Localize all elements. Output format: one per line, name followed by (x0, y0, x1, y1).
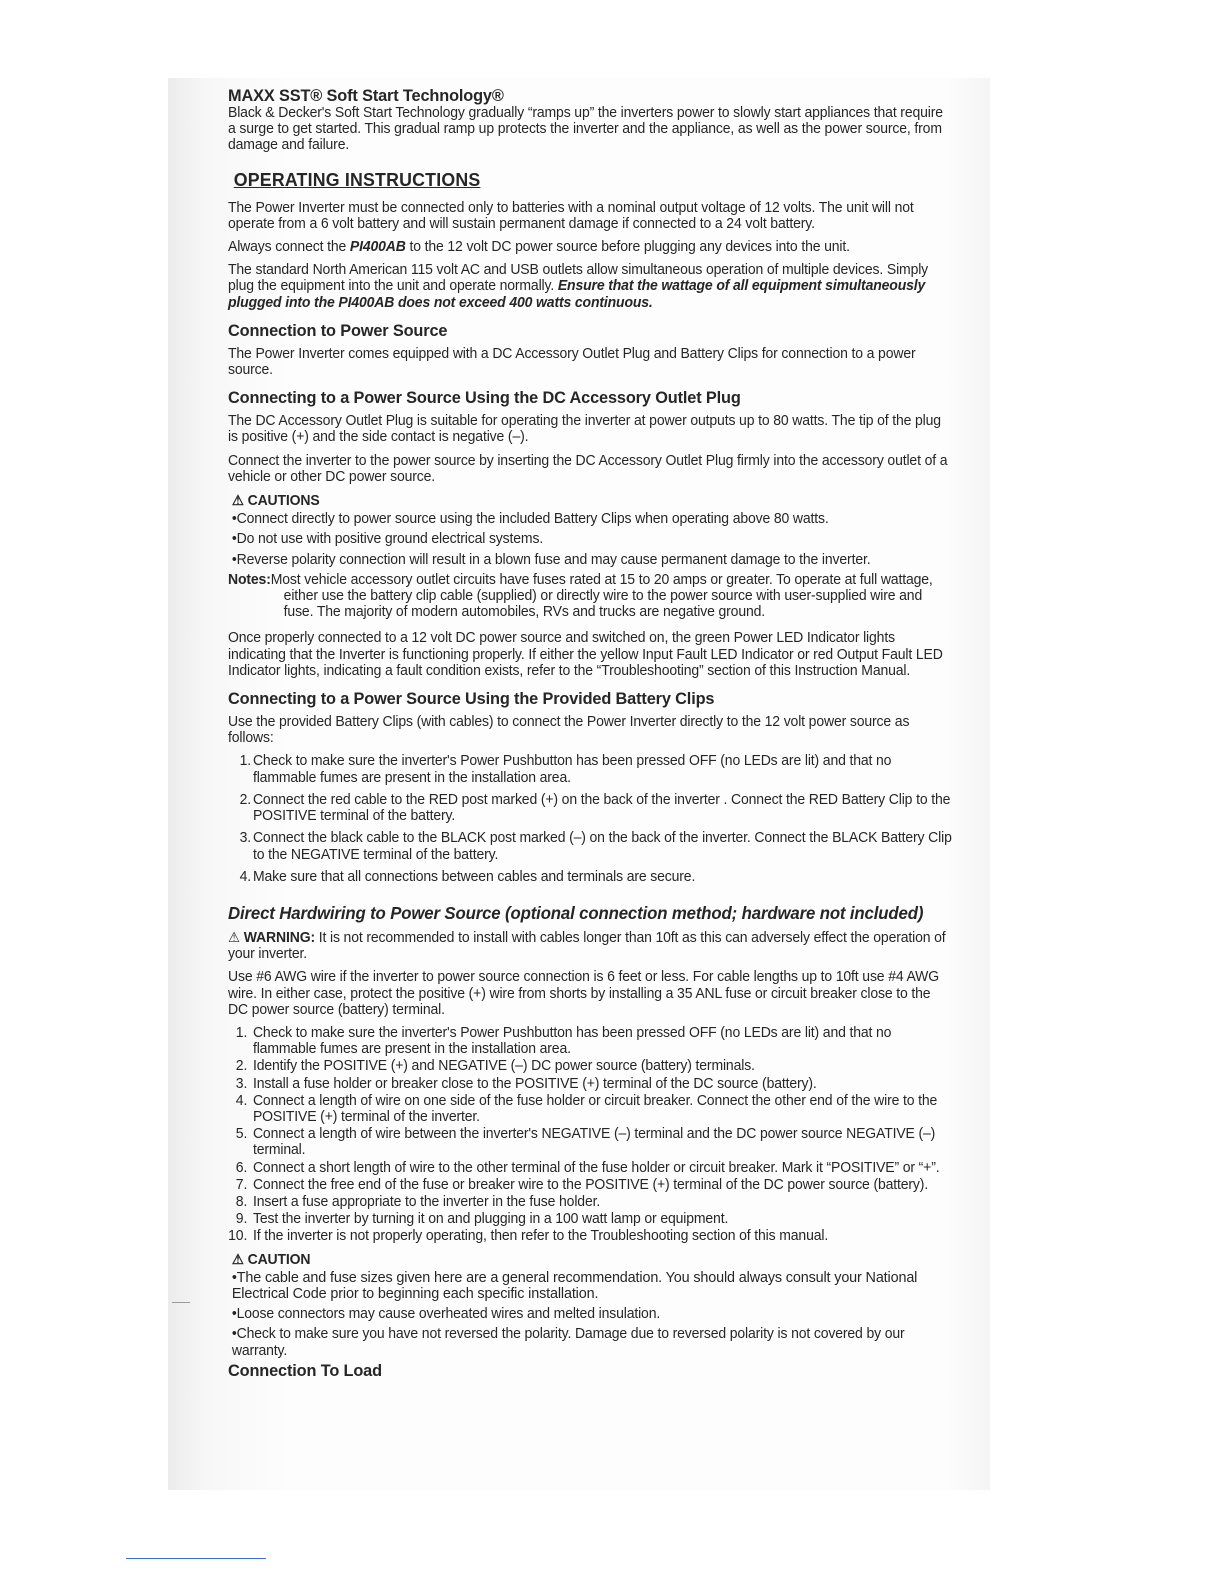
step-text: Test the inverter by turning it on and plugging in a 100 watt lamp or equipment. (252, 1211, 729, 1228)
step-text: Identify the POSITIVE (+) and NEGATIVE (–) DC power source (battery) terminals. (252, 1058, 755, 1075)
step-text: Check to make sure the inverter's Power Pushbutton has been pressed OFF (no LEDs are lit) and that no flammable fumes are present in the installation area. (252, 1024, 892, 1058)
step-text: Connect a short length of wire to the other terminal of the fuse holder or circuit breaker. Mark it “POSITIVE” or “+”. (252, 1159, 940, 1176)
dc-plug-heading: Connecting to a Power Source Using the DC Accessory Outlet Plug (228, 388, 741, 408)
step-text: Connect a length of wire on one side of the fuse holder or circuit breaker. Connect the other end of the wire to the POSITIVE (+) terminal of the inverter. (252, 1092, 938, 1125)
caution-heading (232, 1251, 954, 1268)
step-number: 2. (235, 1058, 248, 1075)
step-number: 4. (235, 1092, 248, 1109)
list-item (228, 1228, 954, 1244)
list-item (228, 1025, 954, 1057)
hardwiring-steps (228, 1025, 954, 1245)
list-item (228, 1177, 954, 1193)
list-item (228, 753, 954, 785)
notes-paragraph (228, 572, 954, 621)
cautions-title: CAUTIONS (247, 493, 320, 510)
soft-start-heading: MAXX SST® Soft Start Technology® (228, 86, 504, 105)
list-item (228, 1076, 954, 1092)
hardwiring-heading: Direct Hardwiring to Power Source (optional connection method; hardware not included) (228, 902, 924, 923)
caution-item: •Connect directly to power source using the included Battery Clips when operating above 80 watts. (231, 511, 829, 528)
dc-plug-p3: Once properly connected to a 12 volt DC power source and switched on, the green Power LED Indicator lights indicating that the Inverter is functioning properly. If either the yellow Input Fault LED Indicator or red Output Fault LED Indicator lights, indicating a fault condition exists, refer to the “Troubleshooting” section of this Instruction Manual. (228, 630, 943, 679)
connection-body: The Power Inverter comes equipped with a DC Accessory Outlet Plug and Battery Clips for connection to a power source. (228, 345, 916, 379)
step-text: Connect the free end of the fuse or breaker wire to the POSITIVE (+) terminal of the DC power source (battery). (252, 1176, 929, 1193)
footnote-rule (126, 1558, 266, 1559)
step-number: 2. (239, 791, 252, 808)
list-item (228, 830, 954, 862)
step-number: 3. (235, 1075, 248, 1092)
operating-p1: The Power Inverter must be connected only to batteries with a nominal output voltage of 12 volts. The unit will not operate from a 6 volt battery and will sustain permanent damage if connected to a 24 volt battery. (228, 199, 914, 232)
step-text: Check to make sure the inverter's Power Pushbutton has been pressed OFF (no LEDs are lit) and that no flammable fumes are present in the installation area. (252, 753, 892, 786)
caution-item: •Loose connectors may cause overheated wires and melted insulation. (231, 1306, 661, 1323)
hardwiring-p1: Use #6 AWG wire if the inverter to power source connection is 6 feet or less. For cable lengths up to 10ft use #4 AWG wire. In either case, protect the positive (+) wire from shorts by installing a 35 ANL fuse or circuit breaker close to the DC power source (battery) terminal. (228, 969, 939, 1018)
operating-p2 (228, 239, 954, 255)
caution-item: •Reverse polarity connection will result in a blown fuse and may cause permanent damage to the inverter. (231, 551, 871, 568)
list-item (228, 792, 954, 824)
connection-heading: Connection to Power Source (228, 320, 448, 340)
caution-title: CAUTION (247, 1251, 311, 1268)
battery-clips-steps (228, 753, 954, 884)
operating-p2-text-end: to the 12 volt DC power source before plugging any devices into the unit. (405, 239, 850, 256)
model-number: PI400AB (349, 239, 406, 256)
battery-clips-heading: Connecting to a Power Source Using the Provided Battery Clips (228, 689, 715, 709)
operating-p2-text: Always connect the (228, 239, 350, 256)
notes-label: Notes: (228, 571, 271, 588)
hardwiring-warning (228, 929, 954, 962)
warning-triangle-icon: ⚠ (228, 928, 240, 945)
list-item (228, 1211, 954, 1227)
step-number: 5. (235, 1126, 248, 1143)
step-text: Connect the black cable to the BLACK post marked (–) on the back of the inverter. Connect the BLACK Battery Clip to the NEGATIVE terminal of the battery. (252, 830, 952, 863)
operating-instructions-heading: OPERATING INSTRUCTIONS (233, 168, 481, 190)
notes-text: Most vehicle accessory outlet circuits have fuses rated at 15 to 20 amps or greater. To operate at full wattage, either use the battery clip cable (supplied) or directly wire to the power source with user-supplied wire and fuse. The majority of modern automobiles, RVs and trucks are negative ground. (270, 571, 933, 621)
step-text: Install a fuse holder or breaker close to the POSITIVE (+) terminal of the DC source (battery). (252, 1075, 817, 1092)
soft-start-body: Black & Decker's Soft Start Technology gradually “ramps up” the inverters power to slowly start appliances that require a surge to get started. This gradual ramp up protects the inverter and the appliance, as well as the power source, from damage and failure. (228, 105, 943, 154)
document-column (228, 84, 954, 1380)
step-number: 3. (239, 830, 252, 847)
step-number: 9. (235, 1211, 248, 1228)
cautions-heading (232, 492, 954, 509)
step-number: 6. (235, 1159, 248, 1176)
warning-label: WARNING: (243, 929, 315, 946)
step-number: 8. (235, 1193, 248, 1210)
step-text: Make sure that all connections between cables and terminals are secure. (252, 868, 696, 885)
list-item (228, 1194, 954, 1210)
dc-plug-p1: The DC Accessory Outlet Plug is suitable for operating the inverter at power outputs up to 80 watts. The tip of the plug is positive (+) and the side contact is negative (–). (228, 413, 941, 446)
next-section-heading: Connection To Load (228, 1360, 382, 1380)
dc-plug-p2: Connect the inverter to the power source by inserting the DC Accessory Outlet Plug firmly into the accessory outlet of a vehicle or other DC power source. (228, 452, 948, 485)
step-number: 10. (228, 1228, 248, 1245)
caution-item: •The cable and fuse sizes given here are a general recommendation. You should always consult your National Electrical Code prior to beginning each specific installation. (231, 1268, 918, 1302)
caution-item: •Check to make sure you have not reversed the polarity. Damage due to reversed polarity is not covered by our warranty. (231, 1326, 905, 1359)
step-text: Connect a length of wire between the inverter's NEGATIVE (–) terminal and the DC power source NEGATIVE (–) terminal. (252, 1126, 936, 1159)
list-item (228, 1058, 954, 1074)
step-text: Connect the red cable to the RED post marked (+) on the back of the inverter . Connect the RED Battery Clip to the POSITIVE terminal of the battery. (252, 791, 951, 825)
list-item (228, 1160, 954, 1176)
battery-clips-intro: Use the provided Battery Clips (with cables) to connect the Power Inverter directly to the 12 volt power source as follows: (228, 714, 910, 747)
list-item (228, 1093, 954, 1125)
list-item (228, 869, 954, 885)
wattage-warning: Ensure that the wattage of all equipment simultaneously plugged into the PI400AB does not exceed 400 watts continuous. (228, 278, 926, 311)
step-text: If the inverter is not properly operating, then refer to the Troubleshooting section of this manual. (252, 1228, 829, 1245)
step-number: 7. (235, 1176, 248, 1193)
step-number: 1. (239, 753, 252, 770)
step-text: Insert a fuse appropriate to the inverter in the fuse holder. (252, 1193, 601, 1210)
scan-mark (172, 1302, 190, 1303)
step-number: 1. (235, 1024, 248, 1041)
caution-item: •Do not use with positive ground electrical systems. (231, 531, 544, 548)
operating-p3-text: The standard North American 115 volt AC and USB outlets allow simultaneous operation of multiple devices. Simply plug the equipment into the unit and operate normally. (228, 262, 929, 295)
list-item (228, 1126, 954, 1158)
warning-triangle-icon: ⚠ (231, 492, 244, 509)
warning-text: It is not recommended to install with cables longer than 10ft as this can adversely effect the operation of your inverter. (228, 929, 946, 963)
operating-p3 (228, 262, 954, 311)
warning-triangle-icon: ⚠ (231, 1250, 244, 1267)
step-number: 4. (239, 868, 252, 885)
